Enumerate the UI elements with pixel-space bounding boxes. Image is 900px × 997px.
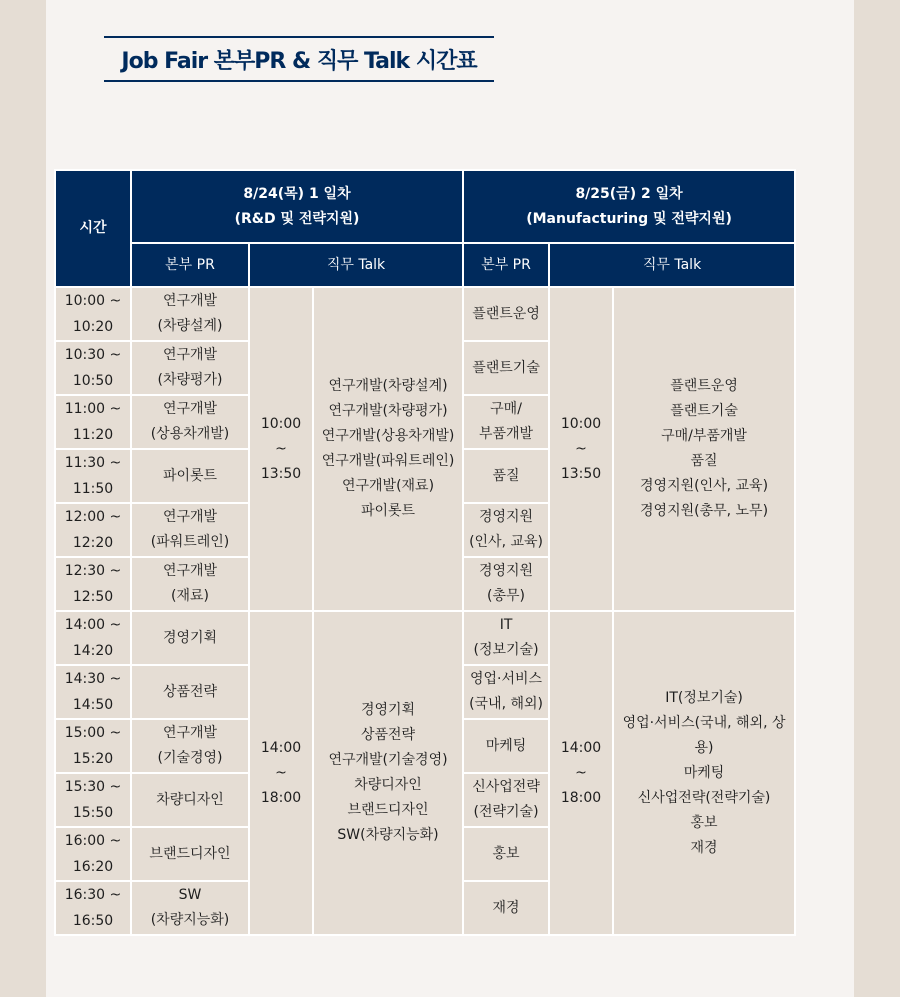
schedule-body [55, 287, 795, 935]
table-row [55, 611, 795, 665]
time-cell [55, 719, 131, 773]
time-end: 10:20 [72, 319, 114, 335]
talk-item: 재경 [690, 839, 718, 856]
pr-line-2: (기술경영) [157, 750, 223, 766]
day1-header [131, 170, 463, 243]
talk-item: 연구개발(상용차개발) [321, 428, 455, 444]
day2-morning-talk-time [549, 287, 613, 611]
day2-afternoon-talk-list [613, 611, 795, 935]
talk-time-separator: ~ [275, 764, 287, 781]
talk-item: 연구개발(재료) [341, 478, 435, 494]
talk-item: 마케팅 [683, 764, 725, 781]
time-cell [55, 341, 131, 395]
time-cell [55, 287, 131, 341]
day2-talk-header: 직무 Talk [549, 243, 795, 287]
day1-pr-cell [131, 449, 249, 503]
pr-line-2: (총무) [487, 588, 526, 604]
day2-pr-cell [463, 341, 549, 395]
day2-morning-talk-list [613, 287, 795, 611]
time-start: 11:30 ~ [64, 455, 122, 471]
pr-line-1: 플랜트운영 [472, 305, 540, 322]
time-end: 12:50 [72, 589, 114, 605]
time-end: 16:20 [72, 859, 114, 875]
talk-item: 품질 [690, 453, 718, 469]
pr-line-1: 품질 [492, 467, 520, 484]
pr-line-1: 상품전략 [162, 683, 218, 700]
pr-line-1: 구매/ [490, 401, 522, 417]
day1-pr-header: 본부 PR [131, 243, 249, 287]
pr-line-2: (국내, 해외) [469, 696, 543, 712]
pr-line-1: 차량디자인 [156, 791, 224, 808]
day2-pr-cell [463, 611, 549, 665]
day2-pr-header: 본부 PR [463, 243, 549, 287]
day2-pr-cell [463, 503, 549, 557]
day2-pr-cell [463, 449, 549, 503]
pr-line-1: 재경 [492, 899, 520, 916]
time-end: 16:50 [72, 913, 114, 929]
talk-time-start: 14:00 [260, 739, 302, 756]
pr-line-1: 연구개발 [162, 725, 218, 741]
talk-item: 연구개발(차량설계) [328, 378, 448, 394]
day1-pr-cell [131, 557, 249, 611]
time-start: 12:00 ~ [64, 509, 122, 525]
pr-line-1: 경영지원 [478, 509, 534, 525]
talk-time-end: 13:50 [560, 465, 602, 482]
time-end: 14:20 [72, 643, 114, 659]
time-start: 12:30 ~ [64, 563, 122, 579]
talk-item: 연구개발(파워트레인) [321, 453, 455, 469]
page-title: Job Fair 본부PR & 직무 Talk 시간표 [104, 36, 494, 82]
day1-pr-cell [131, 719, 249, 773]
pr-line-2: (파워트레인) [150, 534, 230, 550]
pr-line-1: 연구개발 [162, 401, 218, 417]
pr-line-1: SW [178, 887, 202, 903]
time-end: 11:50 [72, 481, 114, 497]
talk-time-start: 10:00 [260, 415, 302, 432]
time-cell [55, 773, 131, 827]
day2-pr-cell [463, 395, 549, 449]
talk-item: 홍보 [690, 814, 718, 831]
talk-item: 영업·서비스(국내, 해외, 상용) [622, 714, 786, 756]
talk-item: IT(정보기술) [665, 689, 743, 706]
time-end: 15:20 [72, 751, 114, 767]
talk-time-separator: ~ [275, 440, 287, 457]
day2-pr-cell [463, 719, 549, 773]
pr-line-2: (정보기술) [473, 642, 539, 658]
day2-date: 8/25(금) 2 일차 [575, 185, 683, 202]
day2-pr-cell [463, 557, 549, 611]
time-start: 11:00 ~ [64, 401, 122, 417]
pr-line-2: 부품개발 [478, 426, 534, 442]
pr-line-1: 파이롯트 [162, 467, 218, 484]
time-start: 14:00 ~ [64, 617, 122, 633]
talk-time-end: 18:00 [260, 789, 302, 806]
talk-item: 파이롯트 [360, 503, 416, 519]
talk-time-end: 18:00 [560, 789, 602, 806]
pr-line-2: (재료) [171, 588, 209, 604]
time-end: 15:50 [72, 805, 114, 821]
talk-item: 차량디자인 [354, 777, 422, 793]
pr-line-2: (인사, 교육) [469, 534, 543, 550]
talk-time-separator: ~ [575, 440, 587, 457]
time-end: 12:20 [72, 535, 114, 551]
talk-item: SW(차량지능화) [337, 827, 439, 843]
pr-line-1: 경영지원 [478, 563, 534, 579]
schedule-table [54, 169, 796, 936]
talk-item: 신사업전략(전략기술) [637, 789, 771, 806]
talk-time-start: 14:00 [560, 739, 602, 756]
talk-item: 경영지원(총무, 노무) [640, 503, 769, 519]
pr-line-1: IT [499, 617, 513, 633]
time-start: 14:30 ~ [64, 671, 122, 687]
time-cell [55, 449, 131, 503]
pr-line-1: 경영기획 [162, 629, 218, 646]
day1-afternoon-talk-time [249, 611, 313, 935]
day2-pr-cell [463, 665, 549, 719]
time-end: 14:50 [72, 697, 114, 713]
talk-item: 연구개발(기술경영) [328, 752, 448, 768]
day1-pr-cell [131, 395, 249, 449]
day1-date: 8/24(목) 1 일차 [243, 185, 351, 202]
talk-item: 플랜트기술 [670, 403, 738, 419]
day1-pr-cell [131, 611, 249, 665]
talk-item: 경영지원(인사, 교육) [640, 478, 769, 494]
pr-line-2: (차량설계) [157, 318, 223, 334]
time-cell [55, 665, 131, 719]
day2-afternoon-talk-time [549, 611, 613, 935]
time-start: 16:00 ~ [64, 833, 122, 849]
day1-desc: (R&D 및 전략지원) [234, 210, 360, 227]
talk-item: 경영기획 [360, 702, 416, 718]
day2-header [463, 170, 795, 243]
day1-pr-cell [131, 341, 249, 395]
day1-talk-header: 직무 Talk [249, 243, 463, 287]
time-start: 15:30 ~ [64, 779, 122, 795]
pr-line-2: (차량지능화) [150, 912, 230, 928]
day2-pr-cell [463, 287, 549, 341]
pr-line-1: 영업·서비스 [469, 671, 543, 687]
time-start: 16:30 ~ [64, 887, 122, 903]
time-start: 10:30 ~ [64, 347, 122, 363]
talk-time-separator: ~ [575, 764, 587, 781]
time-cell [55, 611, 131, 665]
talk-time-start: 10:00 [560, 415, 602, 432]
time-cell [55, 881, 131, 935]
pr-line-1: 홍보 [492, 845, 520, 862]
pr-line-1: 연구개발 [162, 293, 218, 309]
day2-desc: (Manufacturing 및 전략지원) [526, 210, 732, 227]
day1-pr-cell [131, 287, 249, 341]
talk-item: 연구개발(차량평가) [328, 403, 448, 419]
time-cell [55, 395, 131, 449]
day1-pr-cell [131, 665, 249, 719]
day1-pr-cell [131, 881, 249, 935]
day1-pr-cell [131, 827, 249, 881]
talk-time-end: 13:50 [260, 465, 302, 482]
day1-pr-cell [131, 503, 249, 557]
time-start: 10:00 ~ [64, 293, 122, 309]
talk-item: 구매/부품개발 [661, 428, 747, 444]
pr-line-1: 브랜드디자인 [149, 845, 231, 862]
talk-item: 브랜드디자인 [347, 802, 429, 818]
pr-line-1: 신사업전략 [472, 779, 540, 795]
table-row [55, 287, 795, 341]
pr-line-2: (차량평가) [157, 372, 223, 388]
time-cell [55, 557, 131, 611]
day1-morning-talk-time [249, 287, 313, 611]
day1-morning-talk-list [313, 287, 463, 611]
pr-line-2: (전략기술) [473, 804, 539, 820]
pr-line-1: 플랜트기술 [472, 359, 540, 376]
day1-pr-cell [131, 773, 249, 827]
time-start: 15:00 ~ [64, 725, 122, 741]
day1-afternoon-talk-list [313, 611, 463, 935]
pr-line-1: 마케팅 [485, 737, 527, 754]
pr-line-1: 연구개발 [162, 563, 218, 579]
pr-line-1: 연구개발 [162, 509, 218, 525]
time-end: 10:50 [72, 373, 114, 389]
time-column-header: 시간 [55, 170, 131, 287]
pr-line-2: (상용차개발) [150, 426, 230, 442]
talk-item: 플랜트운영 [670, 378, 738, 394]
time-cell [55, 503, 131, 557]
time-cell [55, 827, 131, 881]
day2-pr-cell [463, 881, 549, 935]
day2-pr-cell [463, 773, 549, 827]
talk-item: 상품전략 [360, 727, 416, 743]
time-end: 11:20 [72, 427, 114, 443]
day2-pr-cell [463, 827, 549, 881]
pr-line-1: 연구개발 [162, 347, 218, 363]
